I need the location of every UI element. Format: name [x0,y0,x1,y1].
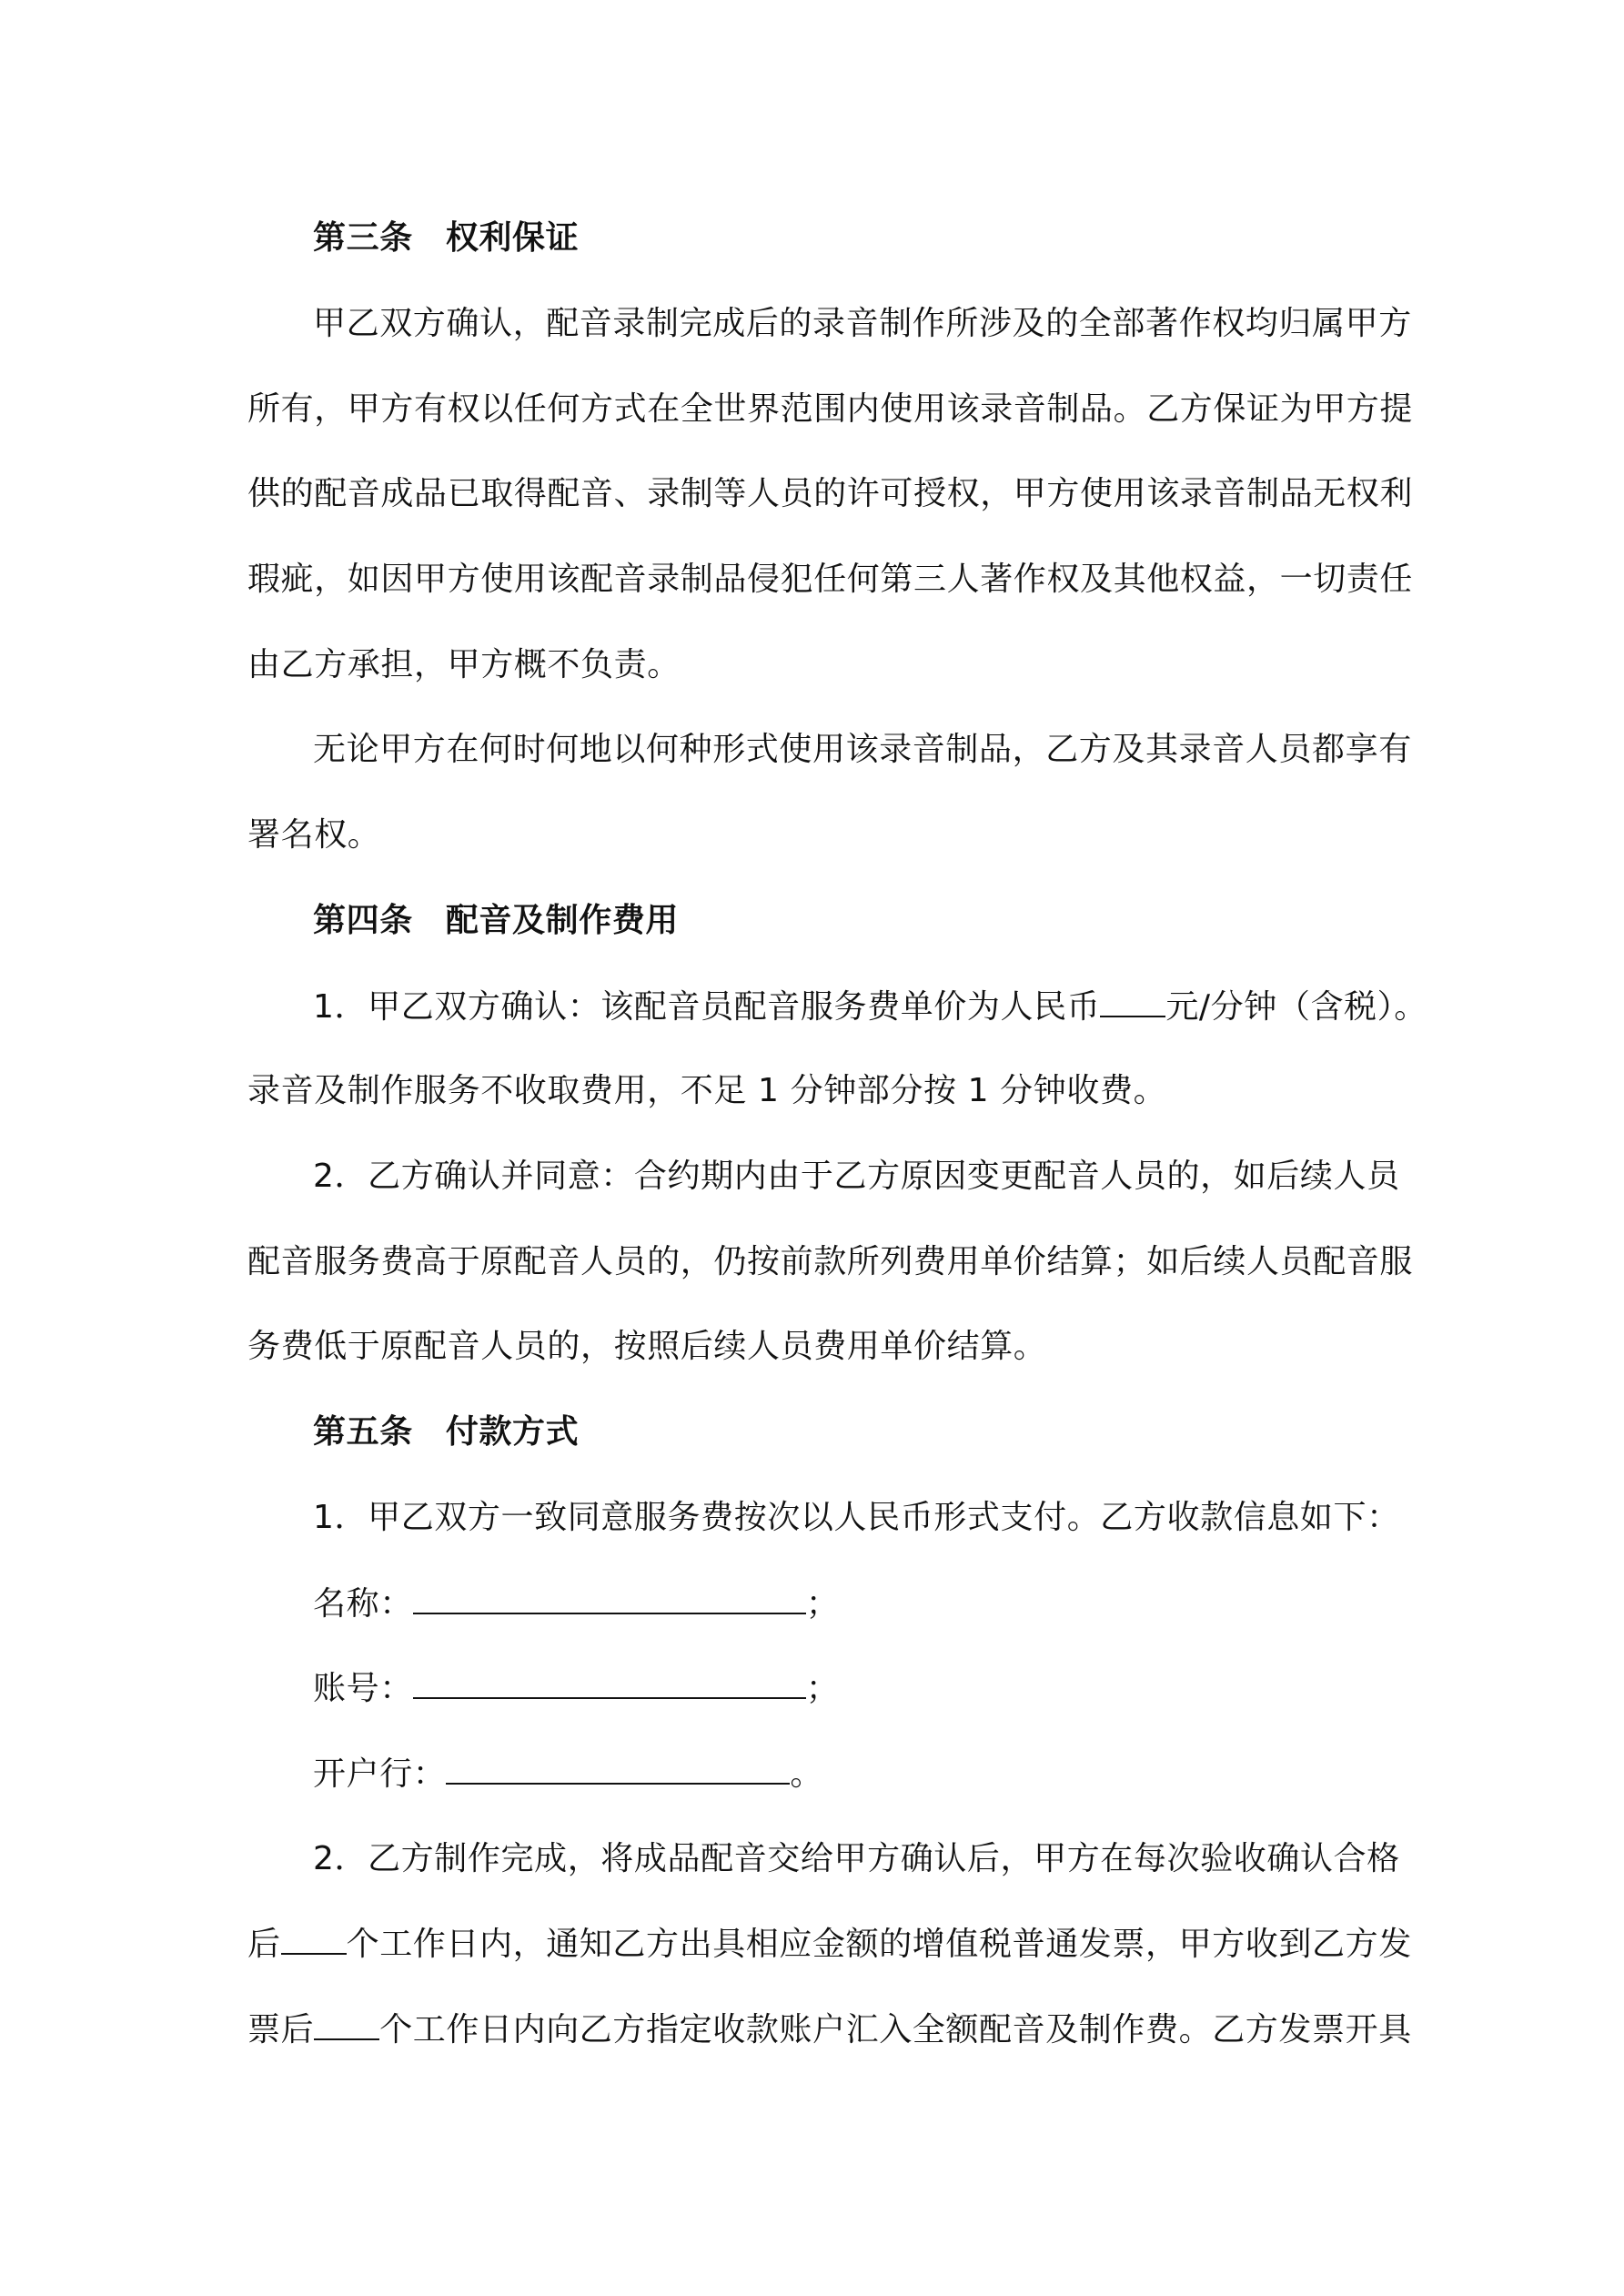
article-5-item1-line1: 1．甲乙双方一致同意服务费按次以人民币形式支付。乙方收款信息如下： [313,1499,1400,1536]
payee-name-end: ； [805,1585,840,1623]
bank-end: 。 [790,1755,824,1793]
article-5-number: 第五条 [313,1413,413,1451]
article-5-title: 付款方式 [445,1413,580,1451]
notice-days-blank[interactable] [281,1922,347,1955]
payee-name-row [313,1582,839,1626]
payment-days-blank[interactable] [314,2008,379,2040]
article-4-item2-line3: 务费低于原配音人员的，按照后续人员费用单价结算。 [247,1328,1047,1365]
bank-blank[interactable] [446,1752,790,1785]
account-number-label: 账号： [313,1670,413,1707]
article-5-item2-line1: 2．乙方制作完成，将成品配音交给甲方确认后，甲方在每次验收确认合格 [313,1840,1400,1877]
article-5-item2-line3-a: 票后 [247,2011,315,2048]
article-3-para1-line3: 供的配音成品已取得配音、录制等人员的许可授权，甲方使用该录音制品无权利 [247,475,1414,512]
article-5-item2-line2-a: 后 [247,1926,281,1963]
article-4-item1-text-b: 元/分钟（含税）。 [1165,988,1427,1026]
article-5-item2-line2-b: 个工作日内，通知乙方出具相应金额的增值税普通发票，甲方收到乙方发 [346,1926,1412,1963]
article-3-para1-line1: 甲乙双方确认，配音录制完成后的录音制作所涉及的全部著作权均归属甲方 [313,305,1412,342]
unit-price-blank[interactable] [1100,985,1165,1017]
article-4-title: 配音及制作费用 [445,902,680,939]
article-4-number: 第四条 [313,902,413,939]
article-3-heading [313,217,579,260]
article-4-item1-line1 [313,985,1427,1029]
account-number-row [313,1666,839,1711]
article-4-heading [313,899,679,943]
article-5-item2-line2 [247,1922,1412,1967]
article-3-para1-line2: 所有，甲方有权以任何方式在全世界范围内使用该录音制品。乙方保证为甲方提 [247,390,1414,428]
payee-name-blank[interactable] [413,1582,806,1614]
article-4-item2-line2: 配音服务费高于原配音人员的，仍按前款所列费用单价结算；如后续人员配音服 [247,1243,1414,1280]
account-number-end: ； [805,1670,840,1707]
bank-row [313,1752,823,1796]
article-3-para1-line4: 瑕疵，如因甲方使用该配音录制品侵犯任何第三人著作权及其他权益，一切责任 [247,561,1414,598]
article-4-item1-line2: 录音及制作服务不收取费用，不足 1 分钟部分按 1 分钟收费。 [247,1072,1167,1109]
bank-label: 开户行： [313,1755,447,1793]
article-4-item2-line1: 2．乙方确认并同意：合约期内由于乙方原因变更配音人员的，如后续人员 [313,1158,1400,1195]
payee-name-label: 名称： [313,1585,413,1623]
account-number-blank[interactable] [413,1666,806,1699]
article-5-item2-line3-b: 个工作日内向乙方指定收款账户汇入全额配音及制作费。乙方发票开具 [379,2011,1412,2048]
article-3-para2-line1: 无论甲方在何时何地以何种形式使用该录音制品，乙方及其录音人员都享有 [313,731,1412,768]
article-3-number: 第三条 [313,219,413,257]
article-5-heading [313,1411,579,1454]
article-3-title: 权利保证 [445,219,580,257]
article-5-item2-line3 [247,2008,1412,2052]
article-3-para1-line5: 由乙方承担，甲方概不负责。 [247,646,681,683]
article-3-para2-line2: 署名权。 [247,816,381,854]
article-4-item1-text-a: 1．甲乙双方确认：该配音员配音服务费单价为人民币 [313,988,1101,1026]
document-page [247,0,1427,2296]
